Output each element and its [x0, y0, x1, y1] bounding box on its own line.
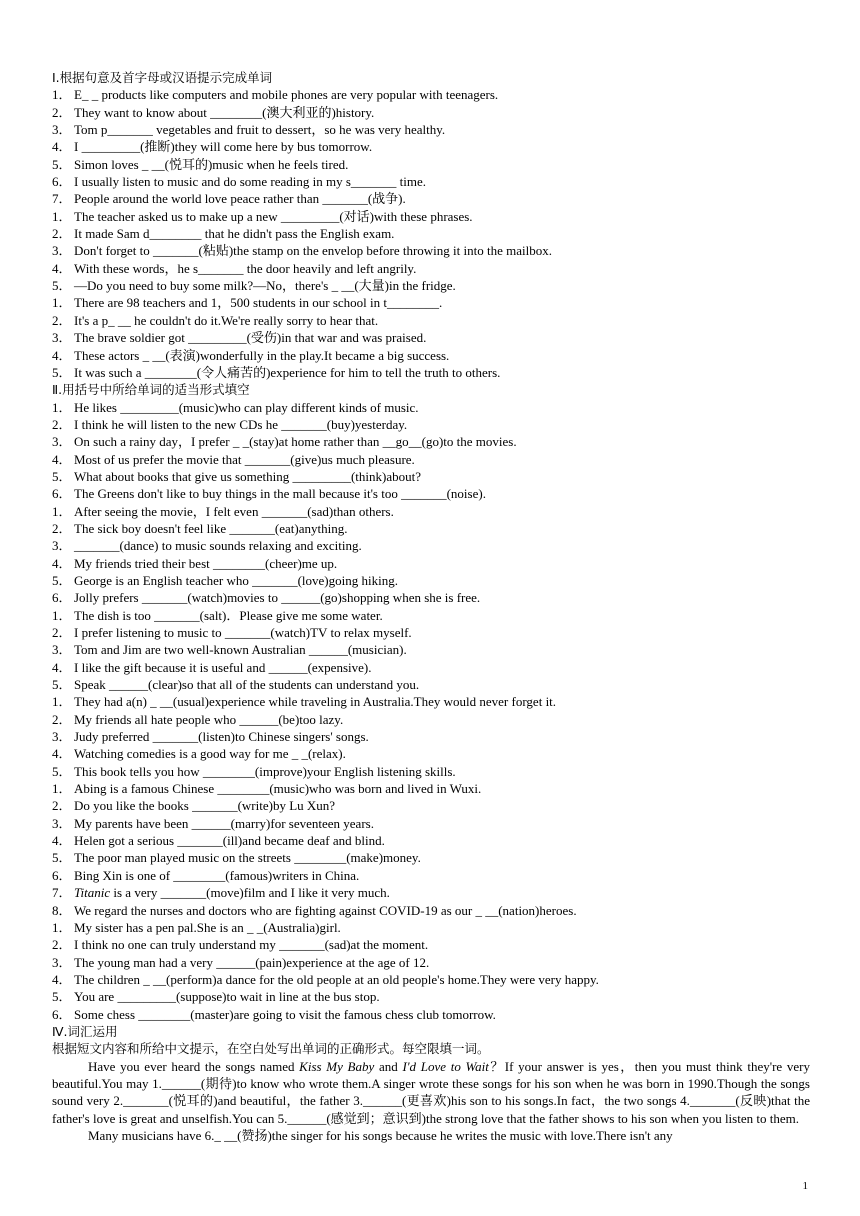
item-text: My friends all hate people who ______(be)too lazy. — [74, 711, 344, 727]
item-text: There are 98 teachers and 1，500 students in our school in t________. — [74, 295, 443, 311]
exercise-item — [52, 815, 810, 832]
item-number: 1． — [52, 694, 72, 710]
exercise-item — [52, 520, 810, 537]
exercise-item — [52, 451, 810, 468]
item-number: 5． — [52, 468, 72, 484]
item-number: 6． — [52, 590, 72, 606]
item-number: 1． — [52, 295, 72, 311]
item-number: 1． — [52, 87, 72, 103]
exercise-item — [52, 104, 810, 121]
item-text: —Do you need to buy some milk?—No，there's _ __(大量)in the fridge. — [74, 278, 456, 294]
passage-text: and — [374, 1058, 403, 1074]
worksheet-content — [52, 69, 810, 1144]
item-number: 4． — [52, 659, 72, 675]
item-text: My sister has a pen pal.She is an _ _(Australia)girl. — [74, 919, 341, 935]
item-text: My friends tried their best ________(cheer)me up. — [74, 555, 338, 571]
exercise-item — [52, 763, 810, 780]
item-text: E_ _ products like computers and mobile phones are very popular with teenagers. — [74, 87, 499, 103]
item-number: 7． — [52, 885, 72, 901]
exercise-item — [52, 433, 810, 450]
item-number: 5． — [52, 364, 72, 380]
exercise-item — [52, 919, 810, 936]
item-number: 1． — [52, 781, 72, 797]
item-number: 1． — [52, 919, 72, 935]
section-2-items — [52, 399, 810, 1023]
exercise-item — [52, 693, 810, 710]
exercise-item — [52, 780, 810, 797]
exercise-item — [52, 503, 810, 520]
item-text: It made Sam d________ that he didn't pass the English exam. — [74, 226, 395, 242]
item-number: 4． — [52, 260, 72, 276]
item-number: 2． — [52, 711, 72, 727]
passage-paragraph-1 — [52, 1058, 810, 1127]
item-text: The sick boy doesn't feel like _______(eat)anything. — [74, 520, 348, 536]
item-text: The dish is too _______(salt)．Please give me some water. — [74, 607, 383, 623]
section-1-heading: Ⅰ.根据句意及首字母或汉语提示完成单词 — [52, 70, 273, 85]
item-text: Jolly prefers _______(watch)movies to ______(go)shopping when she is free. — [74, 590, 481, 606]
exercise-item — [52, 121, 810, 138]
exercise-item — [52, 364, 810, 381]
item-number: 4． — [52, 347, 72, 363]
exercise-item — [52, 676, 810, 693]
item-text: Simon loves _ __(悦耳的)music when he feels tired. — [74, 156, 349, 172]
exercise-item — [52, 971, 810, 988]
item-number: 6． — [52, 174, 72, 190]
item-number: 5． — [52, 572, 72, 588]
exercise-item — [52, 711, 810, 728]
item-number: 5． — [52, 850, 72, 866]
exercise-item — [52, 347, 810, 364]
item-text: Judy preferred _______(listen)to Chinese singers' songs. — [74, 729, 369, 745]
item-text: I like the gift because it is useful and ______(expensive). — [74, 659, 372, 675]
item-text: I think he will listen to the new CDs he _______(buy)yesterday. — [74, 416, 408, 432]
passage-text: Have you ever heard the songs named — [88, 1058, 300, 1074]
item-number: 5． — [52, 763, 72, 779]
item-number: 8． — [52, 902, 72, 918]
item-text: is a very _______(move)film and I like it very much. — [110, 885, 390, 901]
item-number: 6． — [52, 1006, 72, 1022]
exercise-item — [52, 173, 810, 190]
song-title: Kiss My Baby — [299, 1058, 375, 1074]
item-text: Abing is a famous Chinese ________(music)who was born and lived in Wuxi. — [74, 781, 482, 797]
exercise-item — [52, 641, 810, 658]
exercise-item — [52, 884, 810, 901]
exercise-item — [52, 659, 810, 676]
item-text: Most of us prefer the movie that _______(give)us much pleasure. — [74, 451, 415, 467]
exercise-item — [52, 86, 810, 103]
item-text: The brave soldier got _________(受伤)in that war and was praised. — [74, 330, 427, 346]
item-text: The children _ __(perform)a dance for the old people at an old people's home.They were very happy. — [74, 971, 599, 987]
item-text: You are _________(suppose)to wait in line at the bus stop. — [74, 989, 380, 1005]
section-4-heading: Ⅳ.词汇运用 — [52, 1023, 118, 1039]
item-number: 2． — [52, 226, 72, 242]
item-number: 2． — [52, 937, 72, 953]
item-text: They had a(n) _ __(usual)experience while traveling in Australia.They would never forget it. — [74, 694, 557, 710]
item-number: 1． — [52, 208, 72, 224]
song-title: I'd Love to Wait — [402, 1058, 489, 1074]
passage-paragraph-2: Many musicians have 6._ __(赞扬)the singer for his songs because he writes the music with love.There isn't any — [88, 1127, 673, 1143]
item-number: 4． — [52, 833, 72, 849]
item-number: 3． — [52, 243, 72, 259]
film-title: Titanic — [74, 885, 111, 901]
item-text: Bing Xin is one of ________(famous)writers in China. — [74, 867, 360, 883]
item-text: After seeing the movie，I felt even _______(sad)than others. — [74, 503, 394, 519]
item-text: Some chess ________(master)are going to visit the famous chess club tomorrow. — [74, 1006, 496, 1022]
item-text: I think no one can truly understand my _______(sad)at the moment. — [74, 937, 429, 953]
item-number: 2． — [52, 625, 72, 640]
exercise-item — [52, 485, 810, 502]
item-text: What about books that give us something _________(think)about? — [74, 468, 421, 484]
item-number: 5． — [52, 677, 72, 693]
item-number: 1． — [52, 607, 72, 623]
exercise-item — [52, 416, 810, 433]
item-number: 6． — [52, 486, 72, 502]
exercise-item — [52, 572, 810, 589]
exercise-item — [52, 329, 810, 346]
item-number: 7． — [52, 191, 72, 207]
item-number: 4． — [52, 451, 72, 467]
item-number: 2． — [52, 104, 72, 120]
exercise-item — [52, 399, 810, 416]
item-number: 3． — [52, 954, 72, 970]
exercise-item — [52, 208, 810, 225]
item-text: The teacher asked us to make up a new _________(对话)with these phrases. — [74, 208, 473, 224]
item-text: He likes _________(music)who can play different kinds of music. — [74, 399, 419, 415]
exercise-item — [52, 745, 810, 762]
item-number: 4． — [52, 139, 72, 155]
item-text: Do you like the books _______(write)by Lu Xun? — [74, 798, 336, 814]
item-number: 6． — [52, 867, 72, 883]
page-number: 1 — [802, 1180, 808, 1192]
exercise-item — [52, 589, 810, 606]
exercise-item — [52, 867, 810, 884]
exercise-item — [52, 312, 810, 329]
exercise-item — [52, 624, 810, 641]
item-number: 3． — [52, 729, 72, 745]
item-text: George is an English teacher who _______(love)going hiking. — [74, 572, 398, 588]
item-number: 3． — [52, 815, 72, 831]
passage-text: ？If your answer is yes，then you must think they're very beautiful.You may 1.______(期待)to know who wrote them.A singer wrote these songs for his son when he was born in 1990.Though the songs sound very 2._______(悦耳的)and beautiful，the father 3.______(更喜欢)his son to his songs.In fact，the two songs 4._______(反映)that the father's love is great and unselfish.You can 5.______(感觉到；意识到)the strong love that the father shows to his son when you listen to them. — [52, 1058, 810, 1126]
exercise-item — [52, 468, 810, 485]
item-number: 3． — [52, 642, 72, 658]
exercise-item — [52, 190, 810, 207]
exercise-item — [52, 156, 810, 173]
item-text: We regard the nurses and doctors who are fighting against COVID-19 as our _ __(nation)heroes. — [74, 902, 577, 918]
item-text: The Greens don't like to buy things in the mall because it's too _______(noise). — [74, 486, 486, 502]
exercise-item — [52, 555, 810, 572]
item-number: 2． — [52, 520, 72, 536]
exercise-item — [52, 138, 810, 155]
item-text: I prefer listening to music to _______(watch)TV to relax myself. — [74, 625, 412, 640]
item-number: 2． — [52, 312, 72, 328]
item-text: Tom p_______ vegetables and fruit to dessert，so he was very healthy. — [74, 122, 446, 138]
item-text: I _________(推断)they will come here by bus tomorrow. — [74, 139, 373, 155]
exercise-item — [52, 294, 810, 311]
item-text: Tom and Jim are two well-known Australian ______(musician). — [74, 642, 407, 658]
item-number: 4． — [52, 555, 72, 571]
exercise-item — [52, 797, 810, 814]
item-number: 2． — [52, 798, 72, 814]
exercise-item — [52, 728, 810, 745]
exercise-item — [52, 832, 810, 849]
item-number: 4． — [52, 971, 72, 987]
section-4-instruction: 根据短文内容和所给中文提示，在空白处写出单词的正确形式。每空限填一词。 — [52, 1041, 490, 1057]
item-text: Watching comedies is a good way for me _ _(relax). — [74, 746, 346, 762]
item-number: 5． — [52, 278, 72, 294]
item-text: It's a p_ __ he couldn't do it.We're really sorry to hear that. — [74, 312, 379, 328]
item-text: It was such a ________(令人痛苦的)experience for him to tell the truth to others. — [74, 364, 501, 380]
item-text: Speak ______(clear)so that all of the students can understand you. — [74, 677, 420, 693]
exercise-item — [52, 936, 810, 953]
exercise-item — [52, 277, 810, 294]
item-text: I usually listen to music and do some reading in my s_______ time. — [74, 174, 427, 190]
exercise-item — [52, 225, 810, 242]
item-text: My parents have been ______(marry)for seventeen years. — [74, 815, 374, 831]
item-text: Helen got a serious _______(ill)and became deaf and blind. — [74, 833, 385, 849]
exercise-item — [52, 954, 810, 971]
item-number: 1． — [52, 503, 72, 519]
item-number: 5． — [52, 156, 72, 172]
item-text: Don't forget to _______(粘贴)the stamp on the envelop before throwing it into the mailbox. — [74, 243, 552, 259]
item-text: _______(dance) to music sounds relaxing and exciting. — [74, 538, 362, 554]
item-text: People around the world love peace rather than _______(战争). — [74, 191, 406, 207]
item-number: 4． — [52, 746, 72, 762]
exercise-item — [52, 260, 810, 277]
item-text: The poor man played music on the streets ________(make)money. — [74, 850, 421, 866]
item-number: 3． — [52, 122, 72, 138]
exercise-item — [52, 242, 810, 259]
exercise-item — [52, 537, 810, 554]
exercise-item — [52, 607, 810, 624]
section-2-heading: Ⅱ.用括号中所给单词的适当形式填空 — [52, 382, 250, 398]
exercise-item — [52, 902, 810, 919]
exercise-item — [52, 1006, 810, 1023]
item-number: 2． — [52, 416, 72, 432]
item-text: These actors _ __(表演)wonderfully in the play.It became a big success. — [74, 347, 450, 363]
item-number: 3． — [52, 538, 72, 554]
item-number: 1． — [52, 399, 72, 415]
exercise-item — [52, 988, 810, 1005]
item-text: With these words，he s_______ the door heavily and left angrily. — [74, 260, 417, 276]
item-number: 3． — [52, 330, 72, 346]
exercise-item — [52, 849, 810, 866]
item-number: 5． — [52, 989, 72, 1005]
section-1-items — [52, 86, 810, 381]
item-text: The young man had a very ______(pain)experience at the age of 12. — [74, 954, 430, 970]
item-number: 3． — [52, 434, 72, 450]
item-text: This book tells you how ________(improve)your English listening skills. — [74, 763, 456, 779]
item-text: They want to know about ________(澳大利亚的)history. — [74, 104, 375, 120]
item-text: On such a rainy day，I prefer _ _(stay)at home rather than __go__(go)to the movies. — [74, 434, 517, 450]
